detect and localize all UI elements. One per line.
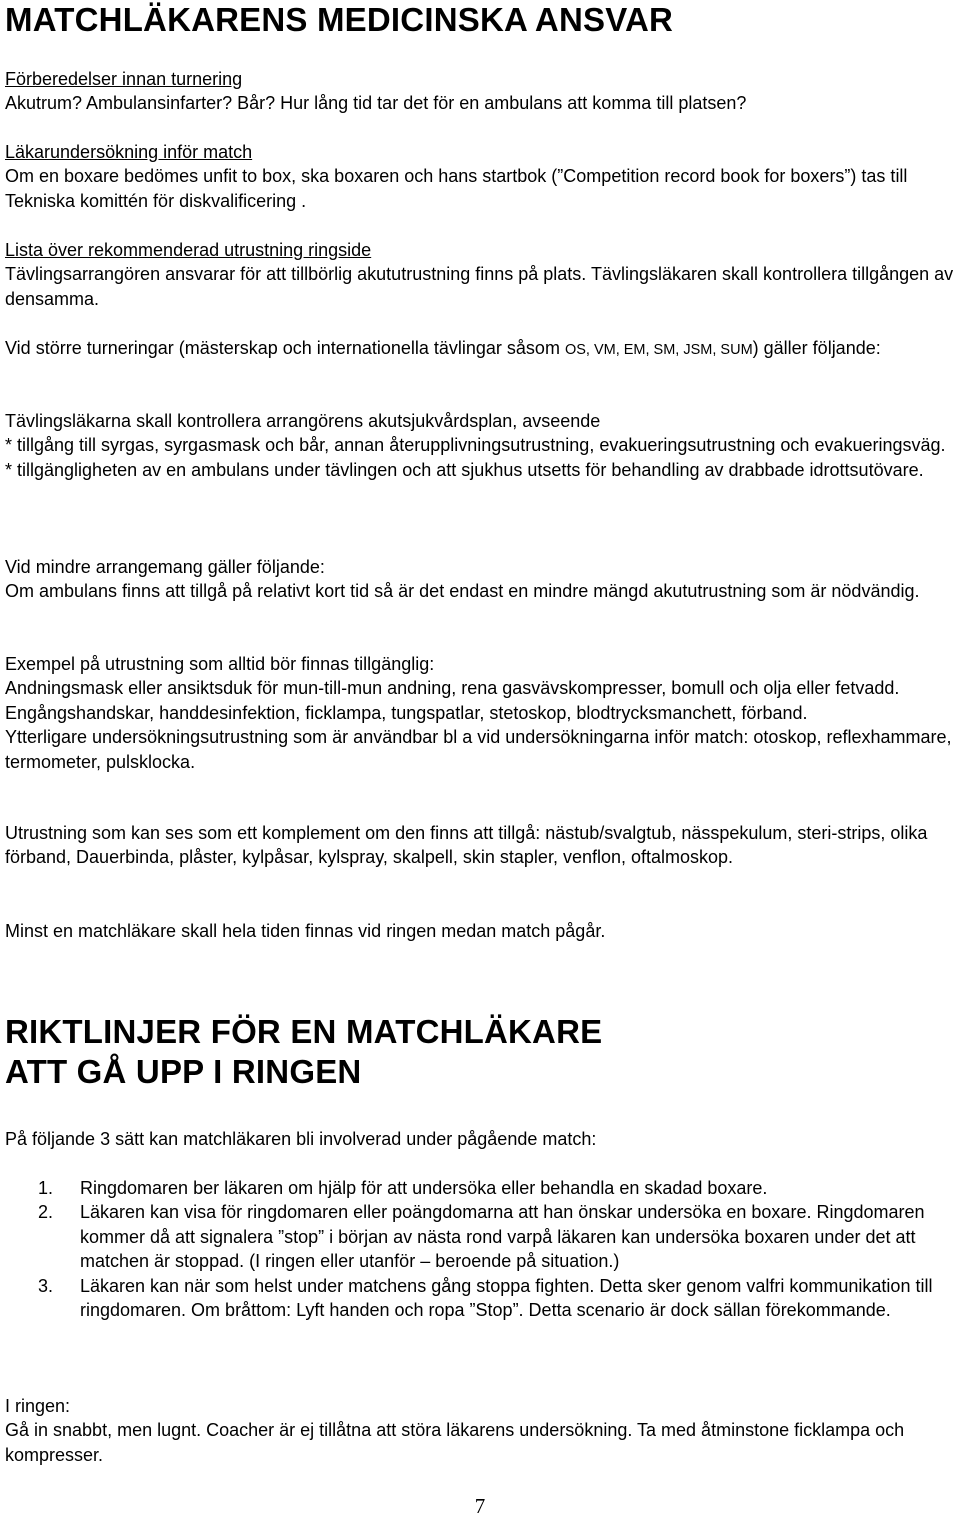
checklist-intro: Tävlingsläkarna skall kontrollera arrangörens akutsjukvårdsplan, avseende [5, 411, 601, 431]
guidelines-title-line-1: RIKTLINJER FÖR EN MATCHLÄKARE [5, 1013, 603, 1050]
guidelines-list [5, 1176, 955, 1322]
guidelines-list-block [5, 1176, 955, 1322]
small-event-text: Om ambulans finns att tillgå på relativt kort tid så är det endast en mindre mängd akututrustning som är nödvändig. [5, 581, 920, 602]
prep-heading: Förberedelser innan turnering [5, 69, 243, 89]
list-item [5, 1176, 955, 1200]
large-tournament-post: ) gäller följande: [752, 338, 881, 358]
large-tournament-pre: Vid större turneringar (mästerskap och internationella tävlingar såsom [5, 338, 565, 358]
example-equipment-line-3: Ytterligare undersökningsutrustning som är användbar bl a vid undersökningarna inför match: otoskop, reflexhammare, termometer, pulsklocka. [5, 727, 952, 772]
list-item-number: 2. [38, 1202, 54, 1223]
list-item-number: 1. [38, 1178, 54, 1198]
exam-text: Om en boxare bedömes unfit to box, ska boxaren och hans startbok (”Competition record book for boxers”) tas till Tekniska komittén för diskvalificering . [5, 166, 908, 211]
list-item-text: Läkaren kan visa för ringdomaren eller poängdomarna att han önskar undersöka en boxare. Ringdomaren kommer då att signalera ”stop” i början av nästa rond varpå läkaren kan undersöka boxaren under det att matchen är stoppad. (I ringen eller utanför – beroende på situation.) [80, 1202, 925, 1272]
checklist-item-ambulance: * tillgängligheten av en ambulans under tävlingen och att sjukhus utsetts för behandling av drabbade idrottsutövare. [5, 459, 924, 480]
in-ring-text: Gå in snabbt, men lugnt. Coacher är ej tillåtna att störa läkarens undersökning. Ta med åtminstone ficklampa och kompresser. [5, 1420, 905, 1465]
small-event-block [5, 555, 955, 604]
large-tournament-block [5, 336, 955, 362]
equipment-block [5, 238, 955, 311]
example-equipment-heading: Exempel på utrustning som alltid bör finnas tillgänglig: [5, 654, 435, 674]
equipment-heading: Lista över rekommenderad utrustning ringside [5, 240, 372, 260]
prep-text: Akutrum? Ambulansinfarter? Bår? Hur lång tid tar det för en ambulans att komma till platsen? [5, 93, 747, 114]
championship-abbreviations: OS, VM, EM, SM, JSM, SUM [564, 342, 753, 358]
list-item-text: Ringdomaren ber läkaren om hjälp för att undersöka eller behandla en skadad boxare. [80, 1178, 768, 1198]
checklist-block [5, 409, 955, 482]
example-equipment-line-2: Engångshandskar, handdesinfektion, ficklampa, tungspatlar, stetoskop, blodtrycksmanchett, förband. [5, 702, 808, 723]
section-title-guidelines [5, 1012, 602, 1092]
example-equipment-line-1: Andningsmask eller ansiktsduk för mun-till-mun andning, rena gasvävskompresser, bomull och olja eller fetvadd. [5, 678, 900, 699]
list-item [5, 1200, 955, 1273]
large-tournament-text [5, 336, 955, 362]
prep-block [5, 67, 955, 116]
exam-heading: Läkarundersökning inför match [5, 142, 253, 162]
list-item-number: 3. [38, 1275, 54, 1296]
guidelines-intro-block [5, 1127, 955, 1151]
example-equipment-block [5, 652, 955, 774]
in-ring-block [5, 1394, 955, 1467]
small-event-heading: Vid mindre arrangemang gäller följande: [5, 557, 325, 577]
checklist-item-oxygen: * tillgång till syrgas, syrgasmask och bår, annan återupplivningsutrustning, evakueringsutrustning och evakueringsväg. [5, 435, 946, 456]
list-item-text: Läkaren kan när som helst under matchens gång stoppa fighten. Detta sker genom valfri kommunikation till ringdomaren. Om bråttom: Lyft handen och ropa ”Stop”. Detta scenario är dock sällan förekommande. [80, 1275, 933, 1321]
list-item [5, 1274, 955, 1323]
complement-text: Utrustning som kan ses som ett komplement om den finns att tillgå: nästub/svalgtub, nässpekulum, steri-strips, olika förband, Dauerbinda, plåster, kylpåsar, kylspray, skalpell, skin stapler, venflon, oftalmoskop. [5, 823, 928, 868]
section-title-medical-responsibility: MATCHLÄKARENS MEDICINSKA ANSVAR [5, 1, 674, 38]
minimum-block [5, 919, 955, 943]
equipment-text: Tävlingsarrangören ansvarar för att tillbörlig akututrustning finns på plats. Tävlingsläkaren skall kontrollera tillgången av densamma. [5, 264, 954, 309]
exam-block [5, 140, 955, 213]
minimum-text: Minst en matchläkare skall hela tiden finnas vid ringen medan match pågår. [5, 921, 606, 941]
in-ring-heading: I ringen: [5, 1396, 71, 1416]
guidelines-intro: På följande 3 sätt kan matchläkaren bli involverad under pågående match: [5, 1129, 597, 1149]
page-number: 7 [474, 1494, 486, 1518]
guidelines-title-line-2: ATT GÅ UPP I RINGEN [5, 1053, 362, 1090]
complement-block [5, 821, 955, 870]
